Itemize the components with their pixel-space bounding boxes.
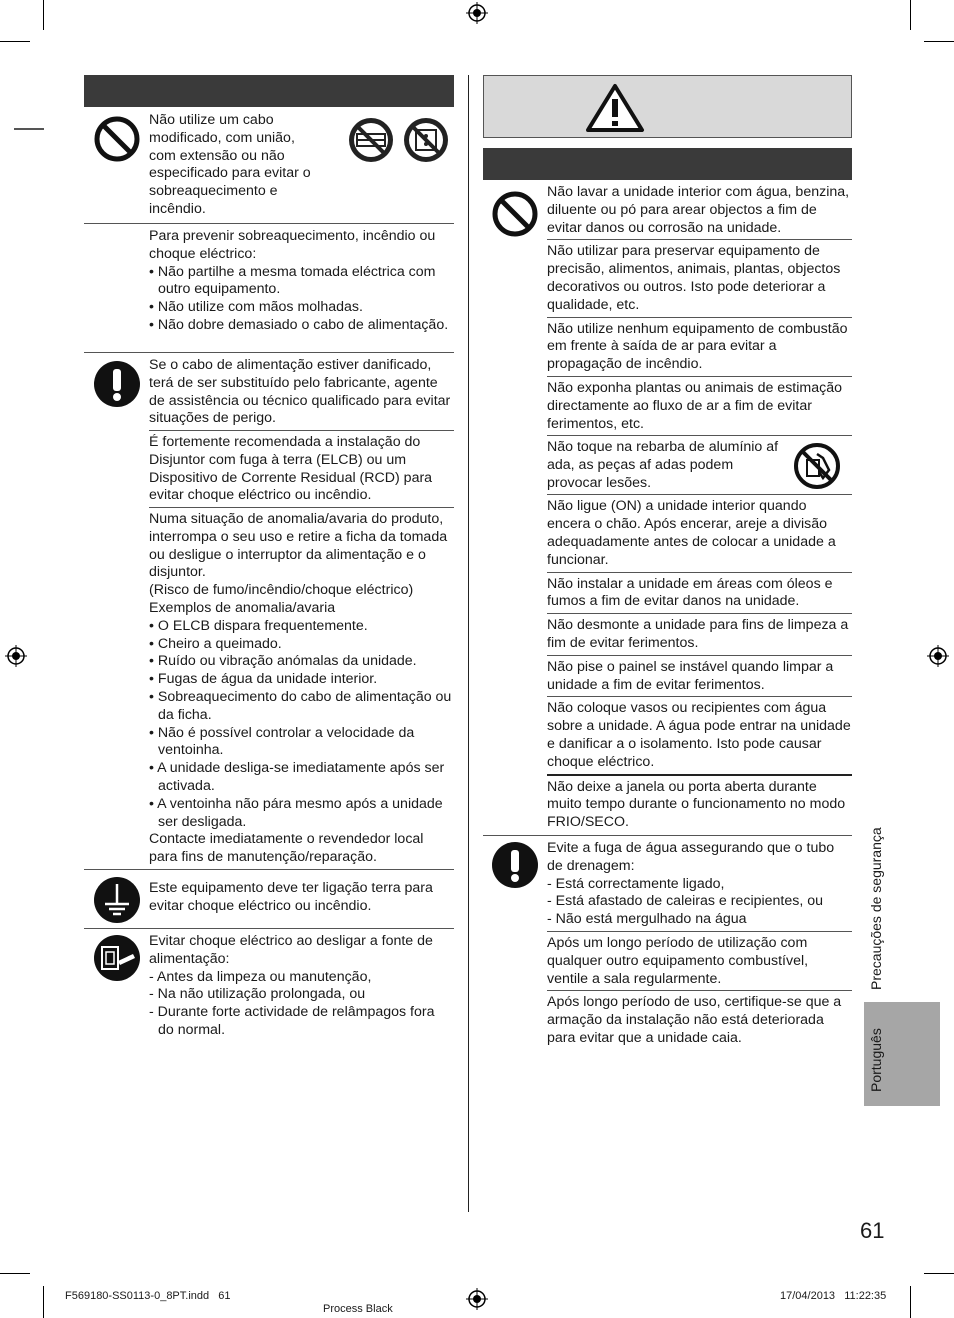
footer-process: Process Black [323,1303,393,1315]
drain-item: - Está afastado de caleiras e recipientes, ou [547,893,824,910]
warning-header-bar [84,75,454,107]
registration-mark-icon [466,1288,488,1310]
unplug-item: - Durante forte actividade de relâmpagos fora do normal. [149,1004,435,1038]
elcb-item [149,430,454,505]
anomaly-bullet: • Não é possível controlar a velocidade da ventoinha. [149,724,415,759]
mandatory-section [84,353,454,870]
unplug-item: - Na não utilização prolongada, ou [149,986,366,1003]
prohibit-item: Não exponha plantas ou animais de estimação directamente ao fluxo de ar a fim de evitar ferimentos, etc. [547,376,852,435]
anomaly-intro: Numa situação de anomalia/avaria do produto, interrompa o seu uso e retire a ficha da tomada ou desligue o interruptor da alimentação e o disjuntor. [149,511,448,581]
left-column [84,75,454,1049]
anomaly-bullet: • Cheiro a queimado. [149,635,282,652]
cable-warning-text: Não utilize um cabo modificado, com união, com extensão ou não especificado para evitar o sobreaquecimento e incêndio. [149,112,311,217]
mandatory-exclamation-icon [491,841,539,889]
prohibit-item: Não deixe a janela ou porta aberta durante muito tempo durante o funcionamento no modo FRIO/SECO. [547,774,852,834]
anomaly-text [149,508,454,867]
anomaly-contact: Contacte imediatamente o revendedor local para fins de manutenção/reparação. [149,831,424,866]
prohibit-item: Não utilize nenhum equipamento de combustão em frente à saída de ar para evitar a propagação de incêndio. [547,317,852,376]
right-column [483,75,852,1056]
anomaly-bullet: • Fugas de água da unidade interior. [149,671,378,688]
outlet-bullet: • Não utilize com mãos molhadas. [149,299,363,316]
prohibit-item: Não instalar a unidade em áreas com óleos e fumos a fim de evitar danos na unidade. [547,572,852,614]
prohibit-section [483,180,852,836]
prohibit-item: Não utilizar para preservar equipamento de precisão, alimentos, animais, plantas, objectos decorativos ou outros. Isto pode deteriorar a qualidade, etc. [547,239,852,316]
anomaly-bullet: • Sobreaquecimento do cabo de alimentação ou da ficha. [149,688,452,723]
earth-section [84,870,454,929]
anomaly-bullet: • Ruído ou vibração anómalas da unidade. [149,653,417,670]
anomaly-bullet: • A unidade desliga-se imediatamente após ser activada. [149,760,445,794]
crop-mark [0,1273,30,1274]
unplug-icon [93,934,141,982]
prohibit-item: Não pise o painel se instável quando limpar a unidade a fim de evitar ferimentos. [547,655,852,697]
prohibit-item: Não ligue (ON) a unidade interior quando encera o chão. Após encerar, areje a divisão adequadamente antes de colocar a unidade a funcionar. [547,494,852,571]
registration-mark-icon [466,2,488,24]
drain-item: - Não está mergulhado na água [547,911,747,928]
drain-list [547,836,852,1050]
crop-mark [924,41,954,42]
crop-mark [43,1286,44,1318]
ventilate-text: Após um longo período de utilização com qualquer outro equipamento combustível, ventile a sala regularmente. [547,931,852,990]
footer-datetime: 17/04/2013 11:22:35 [780,1290,887,1302]
fin-item [547,435,852,494]
column-divider [468,75,469,1212]
prohibit-item: Não lavar a unidade interior com água, benzina, diluente ou pó para arear objectos a fim de evitar danos ou corrosão na unidade. [547,184,850,236]
unplug-section [84,929,454,1049]
outlet-intro: Para prevenir sobreaquecimento, incêndio ou choque eléctrico: [149,228,436,262]
drain-section [483,836,852,1056]
page-number: 61 [860,1218,885,1243]
fin-warning-text: Não toque na rebarba de alumínio af ada, as peças af adas podem provocar lesões. [547,439,779,491]
outlet-bullet: • Não partilhe a mesma tomada eléctrica com outro equipamento. [149,263,436,298]
mandatory-exclamation-icon [93,360,141,408]
crop-mark [924,1273,954,1274]
damaged-cable-text: Se o cabo de alimentação estiver danificado, terá de ser substituído pelo fabricante, agente de assistência ou técnico qualificado para evitar situações de perigo. [149,357,451,427]
earth-text: Este equipamento deve ter ligação terra para evitar choque eléctrico ou incêndio. [149,880,433,914]
registration-mark-icon [5,645,27,667]
drain-text [547,836,852,931]
earth-ground-icon [93,876,141,924]
registration-mark-icon [927,645,949,667]
anomaly-item [149,507,454,867]
elcb-text: É fortemente recomendada a instalação do Disjuntor com fuga à terra (ELCB) ou um Dispositivo de Corrente Residual (RCD) para evitar choque eléctrico ou incêndio. [149,434,433,504]
caution-box [483,75,852,138]
outlet-text [149,228,454,335]
anomaly-examples-title: Exemplos de anomalia/avaria [149,599,336,616]
unplug-text [149,933,454,1040]
no-touch-fin-icon [793,442,841,490]
anomaly-bullet: • A ventoinha não pára mesmo após a unidade ser desligada. [149,795,443,830]
drain-intro: Evite a fuga de água assegurando que o tubo de drenagem: [547,840,835,874]
section-side-label: Precauções de segurança [868,827,884,990]
no-spliced-cable-icon [347,116,395,164]
caution-triangle-icon [585,83,645,133]
unplug-intro: Evitar choque eléctrico ao desligar a fonte de alimentação: [149,933,433,967]
crop-mark [910,1286,911,1318]
anomaly-risk: (Risco de fumo/incêndio/choque eléctrico) [149,582,414,599]
outlet-section [84,224,454,353]
no-extension-cable-icon [402,116,450,164]
prohibit-icon [491,190,539,238]
prohibit-list [547,180,852,834]
outlet-bullet: • Não dobre demasiado o cabo de alimentação. [149,316,449,333]
margin-mark [14,128,44,130]
footer-file: F569180-SS0113-0_8PT.indd 61 [65,1290,231,1302]
anomaly-bullet: • O ELCB dispara frequentemente. [149,617,368,634]
prohibit-item: Não coloque vasos ou recipientes com água sobre a unidade. A água pode entrar na unidade e danificar a o isolamento. Isto pode causar choque eléctrico. [547,696,852,773]
crop-mark [910,0,911,30]
language-tab-label: Português [868,1028,884,1092]
frame-check-text: Após longo período de uso, certifique-se que a armação da instalação não está deteriorada para evitar que a unidade caia. [547,990,852,1049]
crop-mark [0,41,30,42]
drain-item: - Está correctamente ligado, [547,875,725,892]
caution-header-bar [483,148,852,180]
prohibit-icon [93,115,141,163]
unplug-item: - Antes da limpeza ou manutenção, [149,968,372,985]
cable-section [84,107,454,224]
crop-mark [43,0,44,30]
prohibit-item: Não desmonte a unidade para fins de limpeza a fim de evitar ferimentos. [547,613,852,655]
